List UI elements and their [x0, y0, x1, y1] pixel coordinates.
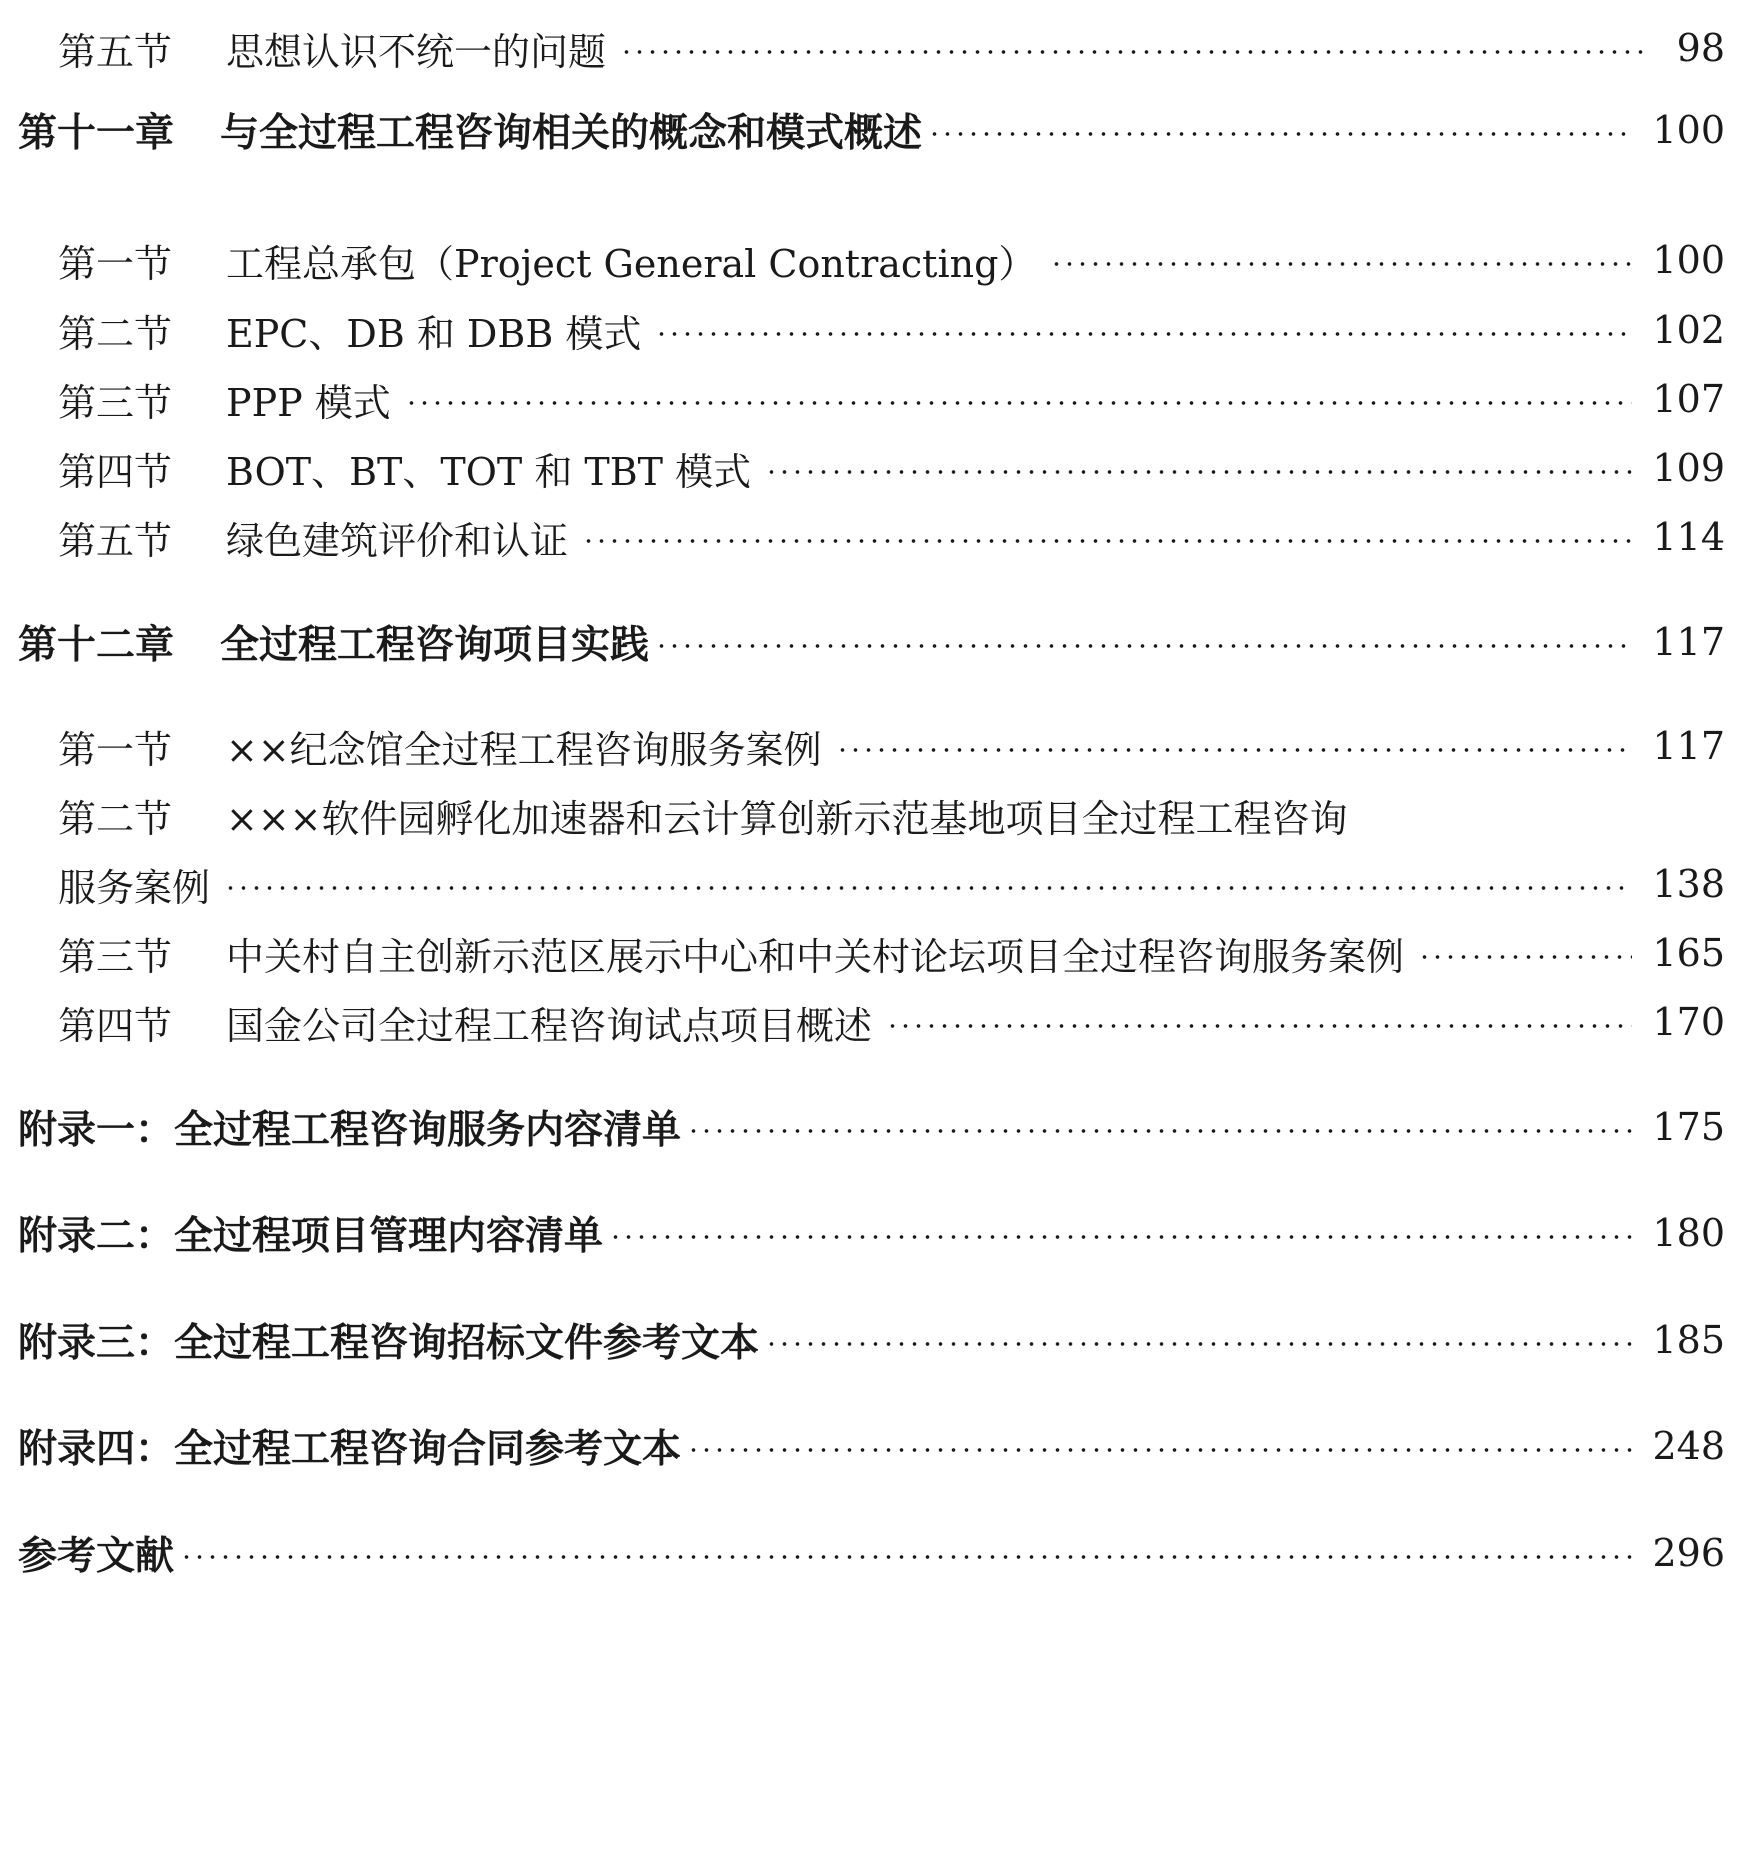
page-number: 170 — [1652, 1000, 1725, 1044]
toc-section-row[interactable] — [18, 716, 1725, 776]
page-number: 296 — [1652, 1531, 1725, 1575]
toc-section-row[interactable] — [18, 230, 1725, 290]
toc-chapter-row[interactable] — [18, 100, 1725, 160]
dot-leader — [928, 132, 1632, 136]
toc-appendix-row[interactable] — [18, 1097, 1725, 1157]
dot-leader — [687, 1129, 1632, 1133]
toc-references-row[interactable] — [18, 1523, 1725, 1583]
page-number: 175 — [1652, 1105, 1725, 1149]
dot-leader — [655, 332, 1632, 336]
dot-leader — [405, 401, 1633, 405]
toc-section-row-continued[interactable] — [18, 854, 1725, 914]
toc-section-row[interactable] — [18, 785, 1725, 845]
toc-chapter-row[interactable] — [18, 612, 1725, 672]
dot-leader — [886, 1024, 1632, 1028]
page-number: 98 — [1676, 26, 1725, 70]
section-number: 第五节 — [58, 29, 173, 74]
page-number: 107 — [1652, 377, 1725, 421]
toc-section-row[interactable] — [18, 300, 1725, 360]
toc-appendix-row[interactable] — [18, 1203, 1725, 1263]
page-number: 185 — [1652, 1318, 1725, 1362]
toc-section-row[interactable] — [18, 923, 1725, 983]
dot-leader — [582, 539, 1632, 543]
section-number: 第一节 — [58, 727, 173, 772]
page-number: 117 — [1652, 620, 1725, 664]
page-number: 165 — [1652, 931, 1725, 975]
section-title-continued: 服务案例 — [58, 865, 211, 910]
appendix-title: 附录三：全过程工程咨询招标文件参考文本 — [18, 1321, 760, 1366]
toc-section-row[interactable] — [18, 18, 1725, 78]
toc-section-row[interactable] — [18, 992, 1725, 1052]
section-title: ××纪念馆全过程工程咨询服务案例 — [226, 727, 822, 772]
page-number: 138 — [1652, 862, 1725, 906]
page-number: 100 — [1652, 238, 1725, 282]
chapter-number: 第十二章 — [18, 623, 175, 668]
page-number: 117 — [1652, 724, 1725, 768]
section-number: 第二节 — [58, 796, 173, 841]
page-number: 180 — [1652, 1211, 1725, 1255]
dot-leader — [1418, 955, 1632, 959]
toc-appendix-row[interactable] — [18, 1416, 1725, 1476]
section-title: 中关村自主创新示范区展示中心和中关村论坛项目全过程咨询服务案例 — [226, 934, 1405, 979]
page-number: 248 — [1652, 1424, 1725, 1468]
dot-leader — [609, 1235, 1632, 1239]
page-number: 109 — [1652, 446, 1725, 490]
page-number: 114 — [1652, 515, 1725, 559]
dot-leader — [620, 50, 1645, 54]
section-number: 第三节 — [58, 934, 173, 979]
section-title: ×××软件园孵化加速器和云计算创新示范基地项目全过程工程咨询 — [226, 796, 1348, 841]
section-number: 第四节 — [58, 1003, 173, 1048]
section-number: 第二节 — [58, 311, 173, 356]
dot-leader — [655, 644, 1632, 648]
section-title: BOT、BT、TOT 和 TBT 模式 — [226, 449, 752, 494]
chapter-title: 与全过程工程咨询相关的概念和模式概述 — [220, 111, 923, 156]
section-title: 工程总承包（Project General Contracting） — [226, 241, 1037, 286]
chapter-title: 全过程工程咨询项目实践 — [220, 623, 650, 668]
section-number: 第五节 — [58, 518, 173, 563]
section-number: 第四节 — [58, 449, 173, 494]
section-title: 思想认识不统一的问题 — [226, 29, 607, 74]
appendix-title: 附录一：全过程工程咨询服务内容清单 — [18, 1108, 682, 1153]
appendix-title: 附录四：全过程工程咨询合同参考文本 — [18, 1427, 682, 1472]
toc-appendix-row[interactable] — [18, 1310, 1725, 1370]
dot-leader — [224, 886, 1632, 890]
dot-leader — [687, 1448, 1632, 1452]
appendix-title: 附录二：全过程项目管理内容清单 — [18, 1214, 604, 1259]
section-title: EPC、DB 和 DBB 模式 — [226, 311, 642, 356]
section-title: PPP 模式 — [226, 380, 391, 425]
chapter-number: 第十一章 — [18, 111, 175, 156]
dot-leader — [836, 748, 1633, 752]
section-number: 第一节 — [58, 241, 173, 286]
section-title: 国金公司全过程工程咨询试点项目概述 — [226, 1003, 873, 1048]
toc-section-row[interactable] — [18, 507, 1725, 567]
dot-leader — [765, 470, 1632, 474]
dot-leader — [1050, 262, 1632, 266]
section-number: 第三节 — [58, 380, 173, 425]
page-number: 100 — [1652, 108, 1725, 152]
section-title: 绿色建筑评价和认证 — [226, 518, 569, 563]
toc-section-row[interactable] — [18, 369, 1725, 429]
dot-leader — [180, 1555, 1632, 1559]
toc-section-row[interactable] — [18, 438, 1725, 498]
dot-leader — [765, 1342, 1632, 1346]
page-number: 102 — [1652, 308, 1725, 352]
references-title: 参考文献 — [18, 1534, 175, 1579]
